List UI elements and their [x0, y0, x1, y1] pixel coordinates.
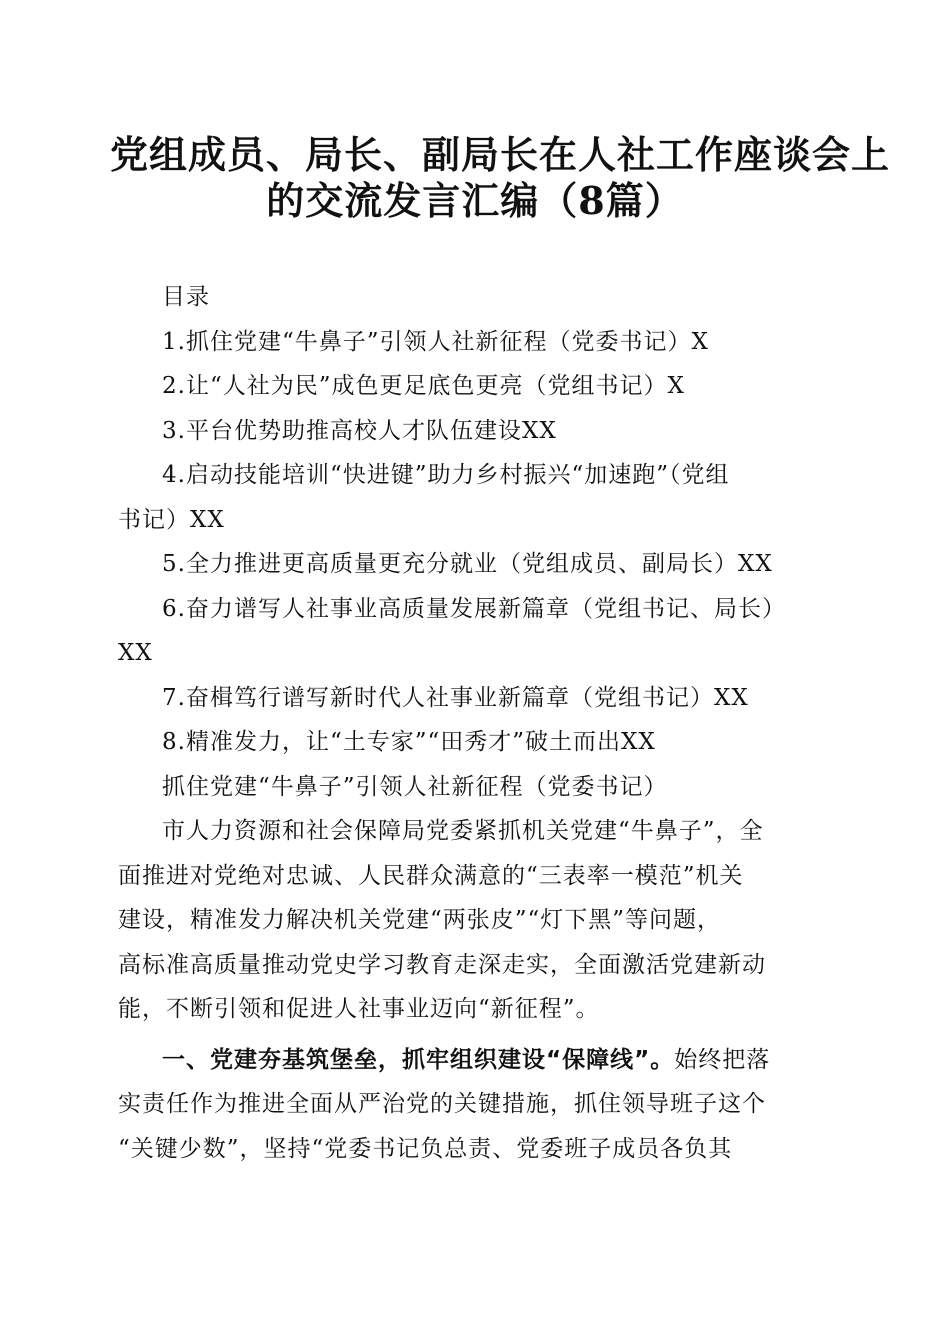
point-1-line-2: 实责任作为推进全面从严治党的关键措施，抓住领导班子这个 — [118, 1091, 766, 1117]
page-title — [110, 132, 891, 224]
toc-item-5: 5.全力推进更高质量更充分就业（党组成员、副局长）XX — [162, 551, 773, 577]
toc-heading: 目录 — [162, 284, 210, 310]
toc-item-4: 4.启动技能培训“快进键”助力乡村振兴“加速跑”（党组 — [162, 462, 730, 488]
toc-item-3: 3.平台优势助推高校人才队伍建设XX — [162, 417, 557, 444]
toc-item-6-cont: XX — [118, 640, 153, 666]
toc-item-2: 2.让“人社为民”成色更足底色更亮（党组书记）X — [162, 373, 685, 399]
intro-line-3: 建设，精准发力解决机关党建“两张皮”“灯下黑”等问题， — [118, 907, 722, 933]
title-line-2: 的交流发言汇编（8篇） — [266, 178, 684, 223]
intro-line-4: 高标准高质量推动党史学习教育走深走实，全面激活党建新动 — [118, 951, 766, 978]
toc-item-1: 1.抓住党建“牛鼻子”引领人社新征程（党委书记）X — [162, 328, 709, 355]
point-1-line-1-text: 始终把落 — [674, 1046, 771, 1073]
point-1-line-3: “关键少数”，坚持“党委书记负总责、党委班子成员各负其 — [118, 1135, 733, 1162]
toc-item-4-cont: 书记）XX — [118, 506, 225, 533]
intro-line-5: 能，不断引领和促进人社事业迈向“新征程”。 — [118, 996, 600, 1022]
point-1-line-1 — [118, 1038, 823, 1083]
title-line-1: 党组成员、局长、副局长在人社工作座谈会上 — [110, 132, 891, 177]
intro-line-2: 面推进对党绝对忠诚、人民群众满意的“三表率一模范”机关 — [118, 862, 744, 889]
toc-item-6: 6.奋力谱写人社事业高质量发展新篇章（党组书记、局长） — [162, 595, 786, 622]
toc-item-7: 7.奋楫笃行谱写新时代人社事业新篇章（党组书记）XX — [162, 684, 749, 711]
section-title: 抓住党建“牛鼻子”引领人社新征程（党委书记） — [162, 773, 668, 800]
point-1-heading: 一、党建夯基筑堡垒，抓牢组织建设“保障线”。 — [162, 1046, 675, 1073]
intro-line-1: 市人力资源和社会保障局党委紧抓机关党建“牛鼻子”，全 — [162, 818, 764, 844]
document-body — [118, 275, 823, 1171]
toc-item-8: 8.精准发力，让“土专家”“田秀才”破土而出XX — [162, 729, 656, 755]
